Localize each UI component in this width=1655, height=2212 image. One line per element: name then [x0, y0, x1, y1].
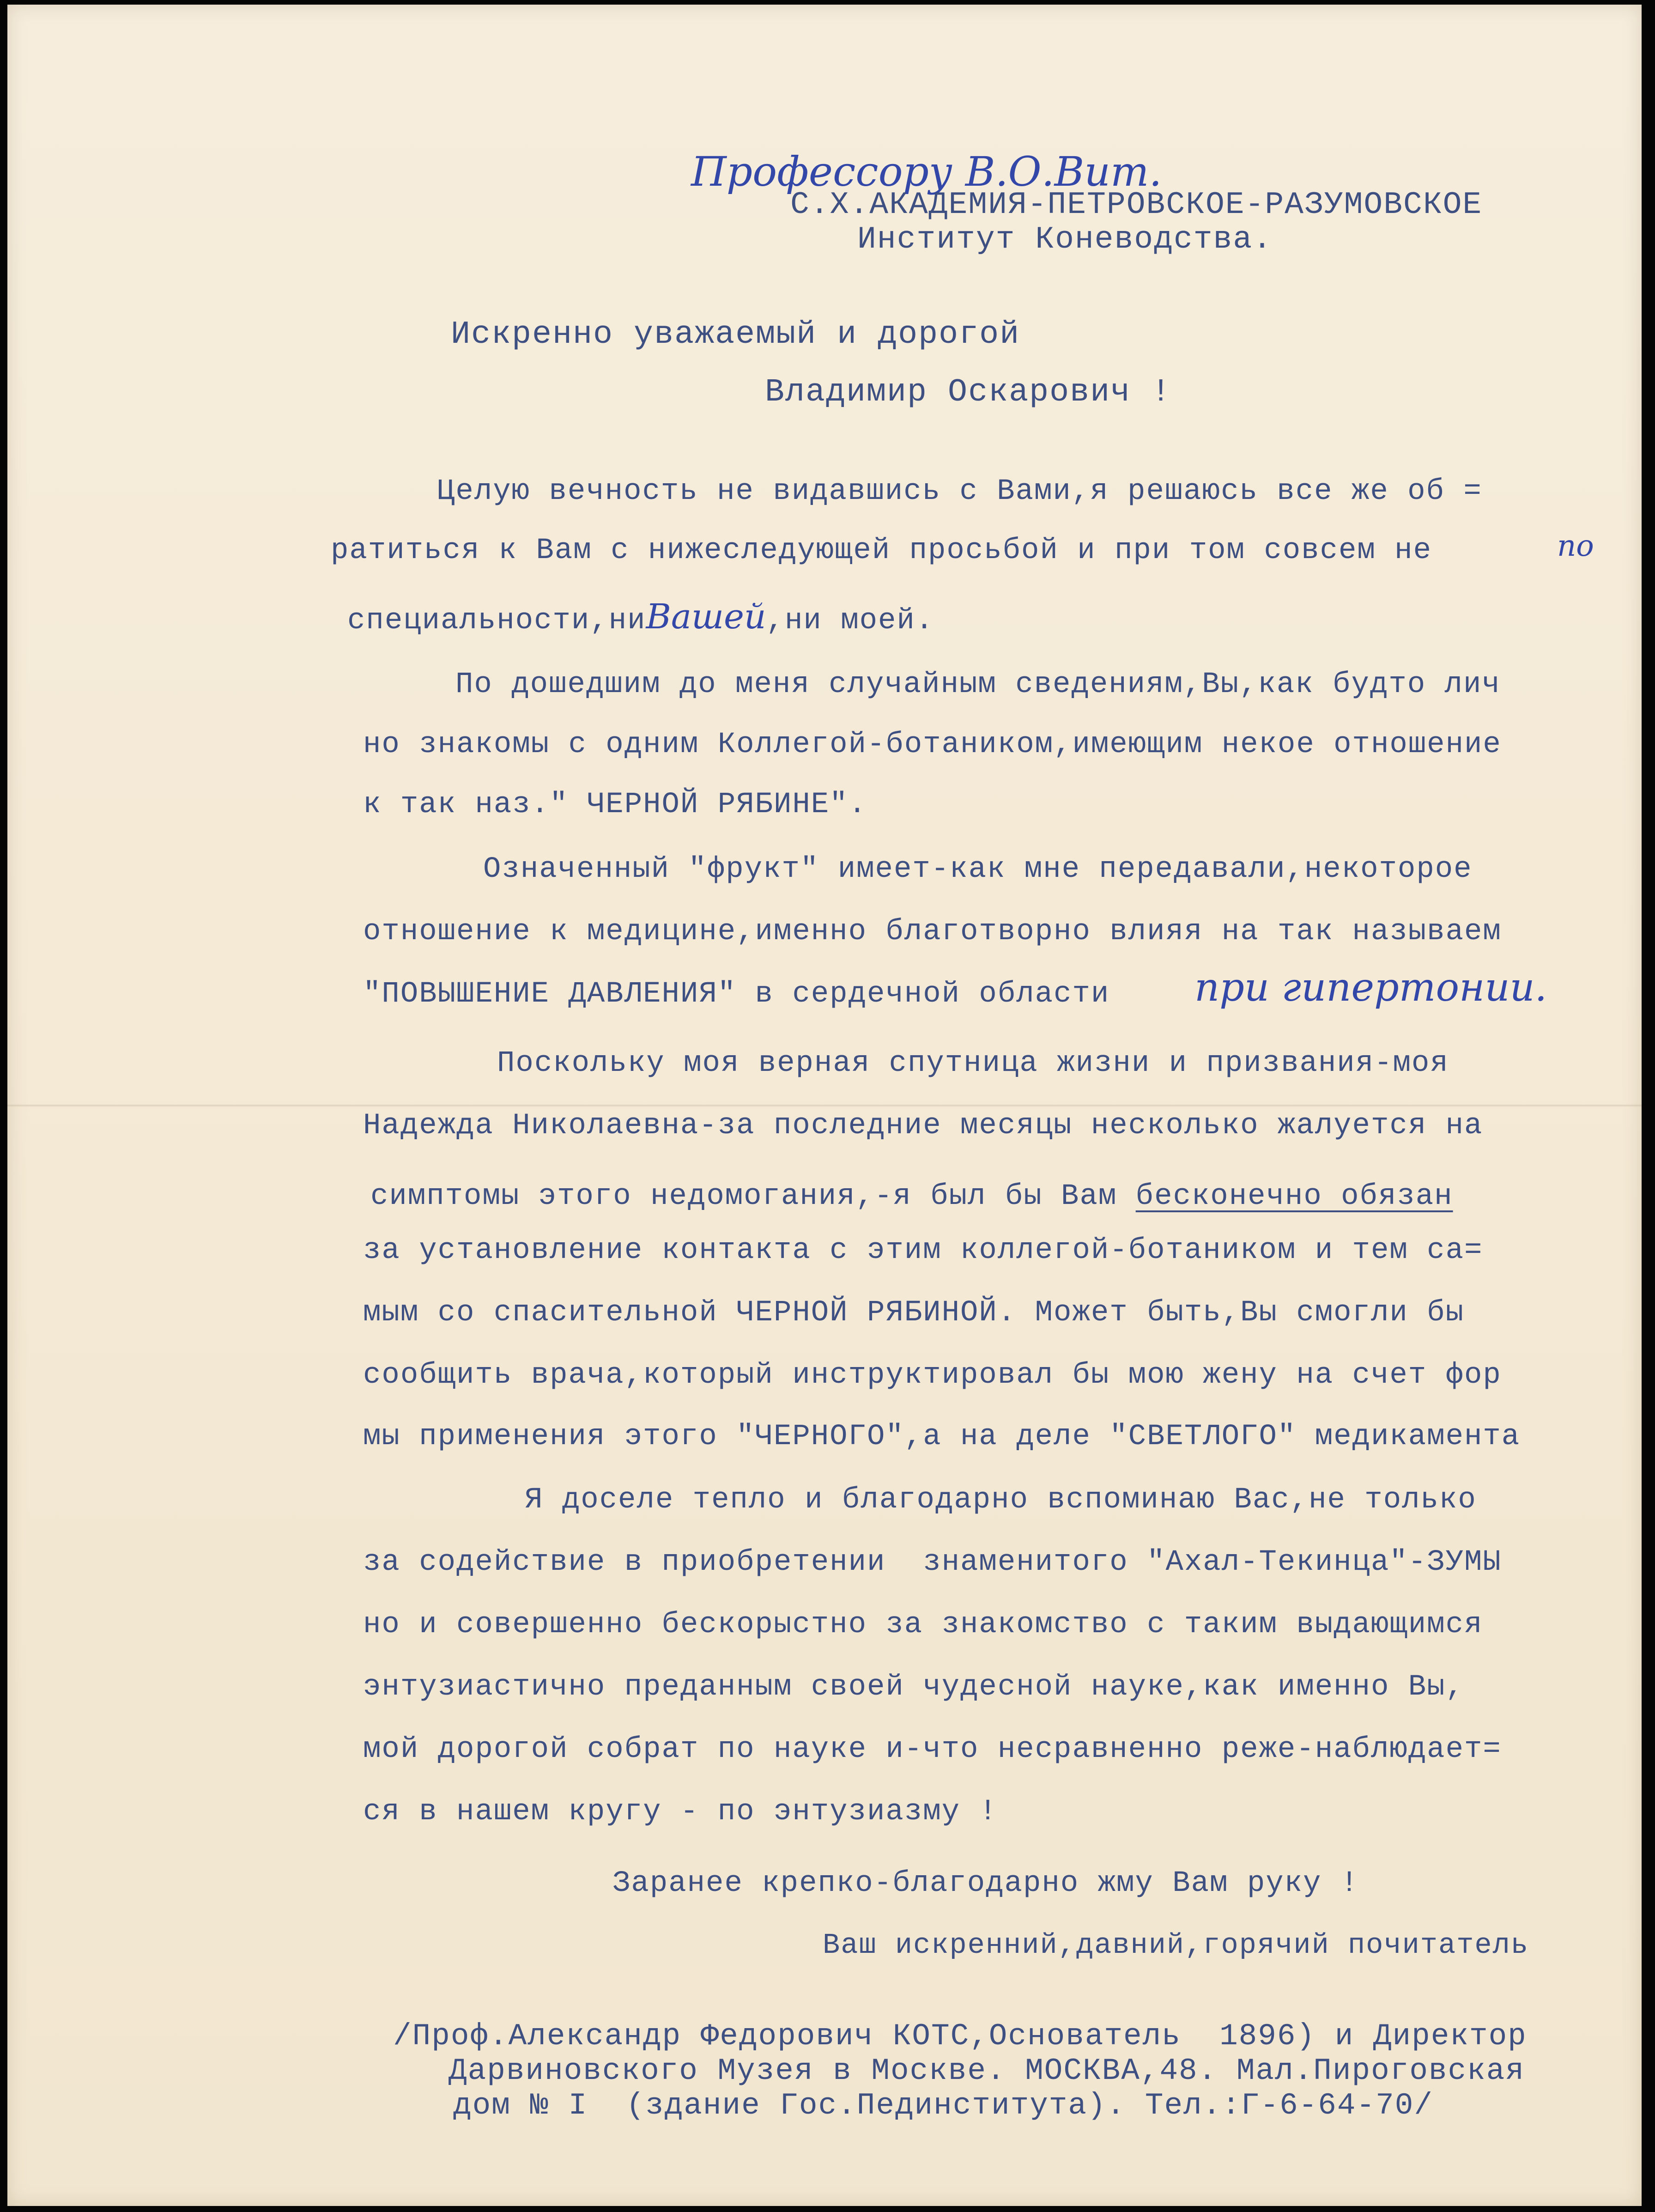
body-line-11: Надежда Николаевна-за последние месяцы несколько жалуется на: [363, 1109, 1483, 1142]
body-line-09-handwritten: при гипертонии.: [1194, 965, 1547, 1010]
footer-line-3: дом № I (здание Гос.Пединститута). Тел.:Г-6-64-70/: [453, 2088, 1433, 2123]
greeting-line-1: Искренно уважаемый и дорогой: [451, 316, 1020, 353]
handwritten-addressee: Профессору В.О.Вит.: [691, 148, 1162, 195]
body-line-07: Означенный "фрукт" имеет-как мне передавали,некоторое: [483, 853, 1473, 886]
body-line-03-part2: ,ни моей.: [766, 604, 934, 638]
body-line-01: Целую вечность не видавшись с Вами,я решаюсь все же об =: [437, 475, 1482, 508]
body-line-12-part1: симптомы этого недомогания,-я был бы Вам: [370, 1180, 1136, 1213]
paper-fold: [7, 1104, 1642, 1107]
body-line-05: но знакомы с одним Коллегой-ботаником,имеющим некое отношение: [363, 728, 1502, 761]
body-line-15: сообщить врача,который инструктировал бы мою жену на счет фор: [363, 1359, 1502, 1392]
body-line-14: мым со спасительной ЧЕРНОЙ РЯБИНОЙ. Может быть,Вы смогли бы: [363, 1296, 1464, 1330]
body-line-02: ратиться к Вам с нижеследующей просьбой и при том совсем не: [331, 534, 1432, 567]
body-line-12: [363, 1173, 1453, 1220]
greeting-line-2: Владимир Оскарович !: [765, 374, 1172, 411]
body-line-12-underlined: бесконечно обязан: [1135, 1180, 1453, 1213]
body-line-16: мы применения этого "ЧЕРНОГО",а на деле "СВЕТЛОГО" медикамента: [363, 1420, 1521, 1453]
body-line-13: за установление контакта с этим коллегой-ботаником и тем са=: [363, 1234, 1483, 1267]
body-line-18: за содействие в приобретении знаменитого "Ахал-Текинца"-ЗУМЫ: [363, 1546, 1502, 1579]
signature-line: Ваш искренний,давний,горячий почитатель: [823, 1929, 1529, 1962]
letter-sheet: [7, 5, 1642, 2206]
body-line-21: мой дорогой собрат по науке и-что несравненно реже-наблюдает=: [363, 1733, 1502, 1766]
body-line-20: энтузиастично преданным своей чудесной науке,как именно Вы,: [363, 1671, 1464, 1704]
body-line-02-handwritten: по: [1557, 529, 1594, 563]
body-line-17: Я доселе тепло и благодарно вспоминаю Вас,не только: [525, 1483, 1477, 1517]
body-line-04: По дошедшим до меня случайным сведениям,Вы,как будто лич: [455, 668, 1501, 701]
body-line-03-part1: специальности,ни: [347, 604, 646, 638]
closing-line: Заранее крепко-благодарно жму Вам руку !: [612, 1867, 1359, 1900]
body-line-03-handwritten: Вашей: [646, 597, 766, 637]
body-line-22: ся в нашем кругу - по энтузиазму !: [363, 1795, 998, 1829]
body-line-03: [340, 591, 934, 644]
footer-line-1: /Проф.Александр Федорович КОТС,Основатель 1896) и Директор: [393, 2019, 1527, 2054]
body-line-06: к так наз." ЧЕРНОЙ РЯБИНЕ".: [363, 788, 867, 821]
body-line-09: "ПОВЫШЕНИЕ ДАВЛЕНИЯ" в сердечной области: [363, 978, 1110, 1011]
header-academy: С.Х.АКАДЕМИЯ-ПЕТРОВСКОЕ-РАЗУМОВСКОЕ: [790, 187, 1483, 223]
body-line-08: отношение к медицине,именно благотворно влияя на так называем: [363, 915, 1502, 948]
body-line-10: Поскольку моя верная спутница жизни и призвания-моя: [497, 1047, 1449, 1080]
body-line-19: но и совершенно бескорыстно за знакомство с таким выдающимся: [363, 1608, 1483, 1641]
header-institute: Институт Коневодства.: [857, 222, 1273, 257]
footer-line-2: Дарвиновского Музея в Москве. МОСКВА,48. Мал.Пироговская: [449, 2054, 1525, 2088]
